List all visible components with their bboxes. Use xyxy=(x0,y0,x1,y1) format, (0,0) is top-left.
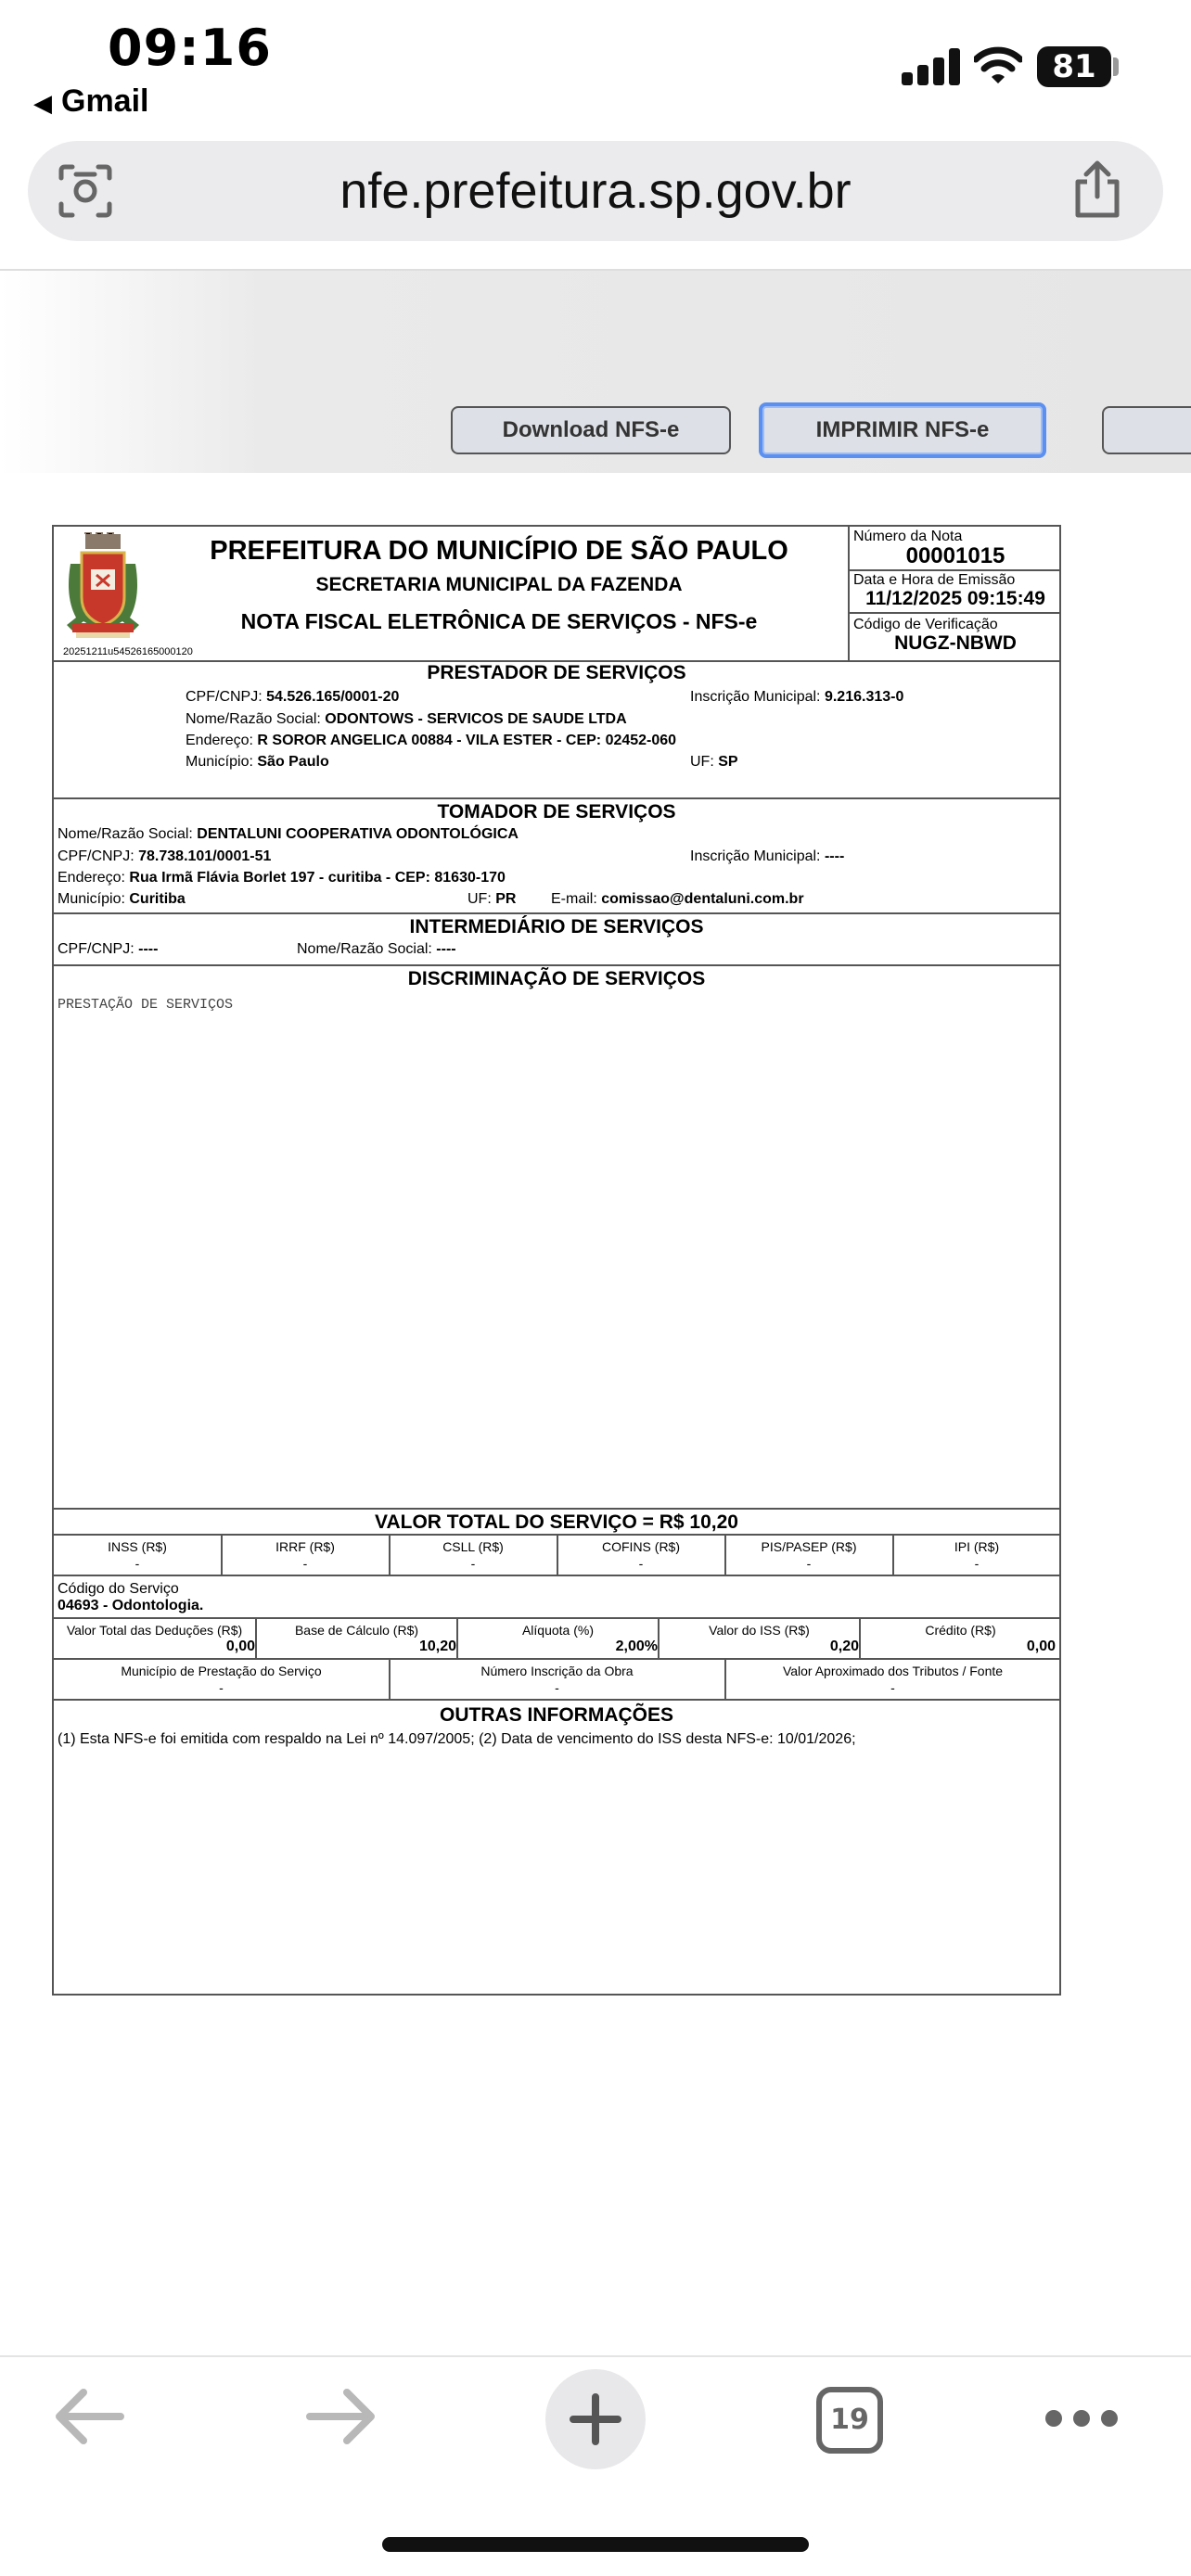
outras-informacoes-title: OUTRAS INFORMAÇÕES xyxy=(440,1704,673,1726)
prestador-municipio: Município: São Paulo xyxy=(186,754,329,770)
tributo-irrf-value: - xyxy=(302,1556,308,1571)
forward-arrow-icon[interactable] xyxy=(306,2387,377,2446)
tributo-ipi-value: - xyxy=(974,1556,980,1571)
codigo-verificacao-value: NUGZ-NBWD xyxy=(894,632,1017,654)
codigo-servico-value: 04693 - Odontologia. xyxy=(58,1598,204,1613)
calc-credito-label: Crédito (R$) xyxy=(925,1623,996,1638)
bottom-toolbar-divider xyxy=(0,2355,1191,2357)
back-app-label: Gmail xyxy=(61,83,149,119)
prefeitura-title: PREFEITURA DO MUNICÍPIO DE SÃO PAULO xyxy=(210,536,788,566)
municipio-prestacao-value: - xyxy=(219,1680,224,1695)
prestador-nome: Nome/Razão Social: ODONTOWS - SERVICOS DE SAUDE LTDA xyxy=(186,711,627,727)
municipio-prestacao-label: Município de Prestação do Serviço xyxy=(121,1664,322,1678)
visual-lookup-icon[interactable] xyxy=(58,163,113,219)
discriminacao-text: PRESTAÇÃO DE SERVIÇOS xyxy=(58,997,234,1013)
calc-iss-label: Valor do ISS (R$) xyxy=(709,1623,810,1638)
nfse-doc-type: NOTA FISCAL ELETRÔNICA DE SERVIÇOS - NFS-e xyxy=(240,609,758,633)
tributo-inss-value: - xyxy=(134,1556,140,1571)
prestador-uf: UF: SP xyxy=(690,754,738,770)
numero-nota-label: Número da Nota xyxy=(853,529,963,544)
calc-aliquota-value: 2,00% xyxy=(615,1639,658,1654)
calc-base-label: Base de Cálculo (R$) xyxy=(294,1623,419,1638)
outras-informacoes-text: (1) Esta NFS-e foi emitida com respaldo na Lei nº 14.097/2005; (2) Data de vencimento do ISS desta NFS-e: 10/01/2026; xyxy=(58,1731,856,1747)
intermediario-nome: Nome/Razão Social: ---- xyxy=(297,941,456,957)
nfse-document xyxy=(52,525,1061,1996)
download-nfse-button[interactable]: Download NFS-e xyxy=(451,406,731,454)
tributo-pis-label: PIS/PASEP (R$) xyxy=(761,1539,857,1554)
tomador-nome: Nome/Razão Social: DENTALUNI COOPERATIVA ODONTOLÓGICA xyxy=(58,826,519,842)
tabs-overview-button[interactable]: 19 xyxy=(816,2387,883,2454)
calc-deducoes-label: Valor Total das Deduções (R$) xyxy=(66,1623,243,1638)
tributo-cofins-value: - xyxy=(638,1556,644,1571)
tomador-email: E-mail: comissao@dentaluni.com.br xyxy=(551,891,804,907)
more-actions-button[interactable] xyxy=(1102,406,1191,454)
more-options-icon[interactable] xyxy=(1044,2409,1119,2428)
tomador-inscricao: Inscrição Municipal: ---- xyxy=(690,848,845,864)
codigo-servico-label: Código do Serviço xyxy=(58,1581,179,1597)
tributo-csll-value: - xyxy=(470,1556,476,1571)
inscricao-obra-value: - xyxy=(555,1680,559,1695)
numero-nota-value: 00001015 xyxy=(905,543,1005,568)
data-emissao-label: Data e Hora de Emissão xyxy=(853,572,1016,588)
tributo-irrf-label: IRRF (R$) xyxy=(275,1539,335,1554)
discriminacao-section-title: DISCRIMINAÇÃO DE SERVIÇOS xyxy=(407,968,706,989)
codigo-verificacao-label: Código de Verificação xyxy=(853,617,998,632)
share-icon[interactable] xyxy=(1070,159,1124,219)
battery-level: 81 xyxy=(1037,46,1111,87)
calc-deducoes-value: 0,00 xyxy=(225,1639,255,1654)
tributo-csll-label: CSLL (R$) xyxy=(442,1539,504,1554)
tomador-uf: UF: PR xyxy=(467,891,517,907)
intermediario-section-title: INTERMEDIÁRIO DE SERVIÇOS xyxy=(409,916,704,937)
prestador-section-title: PRESTADOR DE SERVIÇOS xyxy=(427,662,686,683)
prestador-endereco: Endereço: R SOROR ANGELICA 00884 - VILA ESTER - CEP: 02452-060 xyxy=(186,733,677,748)
status-time: 09:16 xyxy=(108,19,272,77)
tributo-pis-value: - xyxy=(806,1556,812,1571)
url-text[interactable]: nfe.prefeitura.sp.gov.br xyxy=(339,163,852,219)
new-tab-button[interactable] xyxy=(545,2369,646,2469)
tomador-municipio: Município: Curitiba xyxy=(58,891,186,907)
home-indicator[interactable] xyxy=(382,2537,809,2552)
calc-aliquota-label: Alíquota (%) xyxy=(521,1623,595,1638)
prestador-inscricao: Inscrição Municipal: 9.216.313-0 xyxy=(690,689,904,705)
tomador-cpf: CPF/CNPJ: 78.738.101/0001-51 xyxy=(58,848,272,864)
battery-nub xyxy=(1113,57,1119,76)
prestador-cpf: CPF/CNPJ: 54.526.165/0001-20 xyxy=(186,689,400,705)
secretaria-subtitle: SECRETARIA MUNICIPAL DA FAZENDA xyxy=(315,574,683,595)
wifi-icon xyxy=(974,45,1022,85)
calc-base-value: 10,20 xyxy=(418,1639,456,1654)
back-arrow-icon: ◀ xyxy=(33,89,52,117)
tomador-endereco: Endereço: Rua Irmã Flávia Borlet 197 - curitiba - CEP: 81630-170 xyxy=(58,870,506,886)
document-barcode-text: 20251211u54526165000120 xyxy=(63,646,193,657)
tomador-section-title: TOMADOR DE SERVIÇOS xyxy=(437,801,676,823)
tributo-inss-label: INSS (R$) xyxy=(108,1539,167,1554)
cellular-signal-icon xyxy=(902,48,961,85)
print-nfse-button[interactable]: IMPRIMIR NFS-e xyxy=(759,402,1046,458)
valor-aproximado-value: - xyxy=(890,1680,895,1695)
valor-aproximado-label: Valor Aproximado dos Tributos / Fonte xyxy=(782,1664,1004,1678)
plus-icon xyxy=(570,2393,621,2445)
back-arrow-icon[interactable] xyxy=(54,2387,124,2446)
tributo-cofins-label: COFINS (R$) xyxy=(602,1539,680,1554)
back-to-app-link[interactable] xyxy=(33,83,148,120)
sao-paulo-coat-of-arms-icon xyxy=(63,532,143,642)
calc-credito-value: 0,00 xyxy=(1026,1639,1056,1654)
inscricao-obra-label: Número Inscrição da Obra xyxy=(480,1664,634,1678)
valor-total-servico: VALOR TOTAL DO SERVIÇO = R$ 10,20 xyxy=(375,1511,738,1533)
calc-iss-value: 0,20 xyxy=(829,1639,859,1654)
intermediario-cpf: CPF/CNPJ: ---- xyxy=(58,941,159,957)
data-emissao-value: 11/12/2025 09:15:49 xyxy=(865,588,1045,609)
tributo-ipi-label: IPI (R$) xyxy=(954,1539,1000,1554)
